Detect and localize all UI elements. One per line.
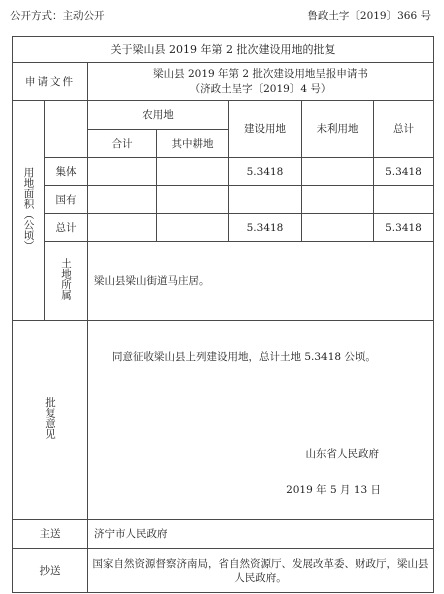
cell-agri-farmland <box>157 214 229 242</box>
col-total: 总计 <box>374 101 434 158</box>
cell-total: 5.3418 <box>374 158 434 186</box>
header-blank <box>45 101 88 158</box>
col-construction-land: 建设用地 <box>229 101 302 158</box>
cell-agri-total <box>88 186 157 214</box>
cell-construction <box>229 186 302 214</box>
cell-construction: 5.3418 <box>229 214 302 242</box>
document-title: 关于梁山县 2019 年第 2 批次建设用地的批复 <box>13 37 434 63</box>
col-unused-land: 未利用地 <box>302 101 374 158</box>
row-label-state-owned: 国有 <box>45 186 88 214</box>
approval-table <box>12 36 434 593</box>
cell-unused <box>302 158 374 186</box>
land-location-value: 梁山县梁山街道马庄居。 <box>88 242 434 321</box>
row-label-total: 总计 <box>45 214 88 242</box>
main-recipient-value: 济宁市人民政府 <box>88 520 434 549</box>
approval-opinion <box>88 321 434 520</box>
application-label: 申请文件 <box>13 63 88 101</box>
cc-value: 国家自然资源督察济南局，省自然资源厅、发展改革委、财政厅，梁山县人民政府。 <box>88 549 434 593</box>
col-agri-farmland: 其中耕地 <box>157 130 229 158</box>
approval-text: 同意征收梁山县上列建设用地，总计土地 5.3418 公顷。 <box>112 351 376 363</box>
cell-agri-total <box>88 214 157 242</box>
cell-unused <box>302 214 374 242</box>
main-recipient-label: 主送 <box>13 520 88 549</box>
row-label-collective: 集体 <box>45 158 88 186</box>
cell-total: 5.3418 <box>374 214 434 242</box>
cell-agri-total <box>88 158 157 186</box>
cell-agri-farmland <box>157 158 229 186</box>
col-agri-subtotal: 合计 <box>88 130 157 158</box>
application-line-1: 梁山县 2019 年第 2 批次建设用地呈报申请书 <box>153 67 368 80</box>
document-number: 鲁政土字〔2019〕366 号 <box>307 10 431 22</box>
application-line-2: （济政土呈字〔2019〕4 号） <box>189 82 332 95</box>
land-area-section-label: 用地面积（公顷） <box>13 101 45 321</box>
cell-unused <box>302 186 374 214</box>
cc-label: 抄送 <box>13 549 88 593</box>
cell-total <box>374 186 434 214</box>
land-location-label: 土地所属 <box>45 242 88 321</box>
table-row <box>13 186 434 214</box>
cell-construction: 5.3418 <box>229 158 302 186</box>
approval-issuer: 山东省人民政府 <box>305 448 380 460</box>
table-row <box>13 214 434 242</box>
cell-agri-farmland <box>157 186 229 214</box>
disclosure-method: 公开方式：主动公开 <box>10 10 105 22</box>
application-document <box>88 63 434 101</box>
approval-date: 2019 年 5 月 13 日 <box>286 484 382 496</box>
table-row <box>13 158 434 186</box>
approval-label: 批复意见 <box>13 321 88 520</box>
col-agri-land: 农用地 <box>88 101 229 130</box>
